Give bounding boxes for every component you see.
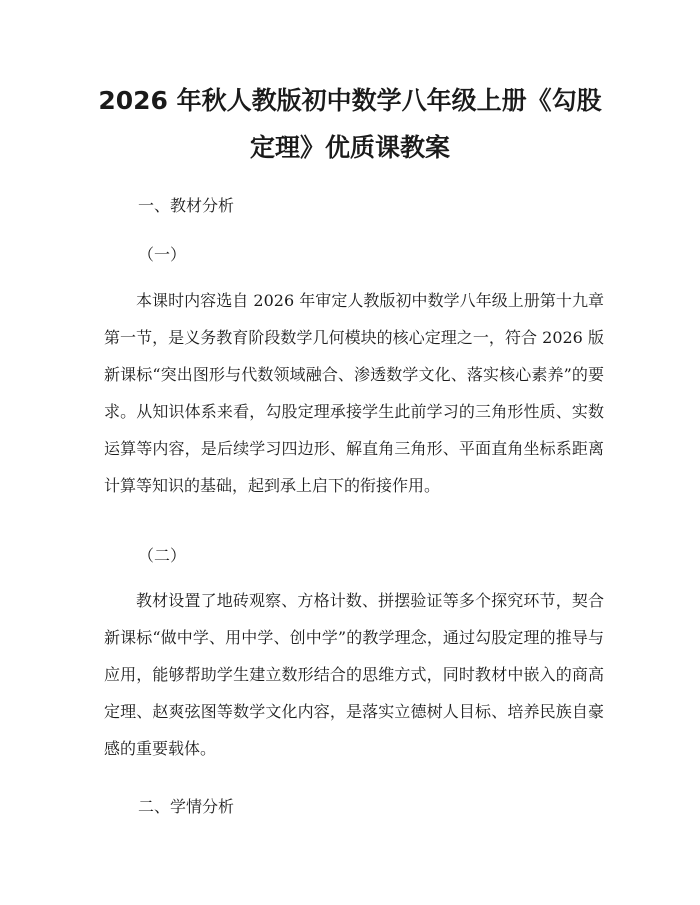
- subsection-heading-2: （二）: [138, 546, 187, 565]
- section-heading-learner-analysis: 二、学情分析: [138, 797, 235, 816]
- section-heading-textbook-analysis: 一、教材分析: [138, 196, 235, 215]
- paragraph-2: 教材设置了地砖观察、方格计数、拼摆验证等多个探究环节，契合新课标“做中学、用中学、创中学”的教学理念，通过勾股定理的推导与应用，能够帮助学生建立数形结合的思维方式，同时教材中嵌入的商高定理、赵爽弦图等数学文化内容，是落实立德树人目标、培养民族自豪感的重要载体。: [104, 591, 604, 758]
- subsection-heading-1: （一）: [138, 245, 187, 264]
- document-title-line-1: 2026 年秋人教版初中数学八年级上册《勾股: [98, 86, 602, 115]
- document-title-line-2: 定理》优质课教案: [249, 133, 450, 162]
- paragraph-1: 本课时内容选自 2026 年审定人教版初中数学八年级上册第十九章第一节，是义务教育阶段数学几何模块的核心定理之一，符合 2026 版新课标“突出图形与代数领域融合、渗透数学文化、落实核心素养”的要求。从知识体系来看，勾股定理承接学生此前学习的三角形性质、实数运算等内容，是后续学习四边形、解直角三角形、平面直角坐标系距离计算等知识的基础，起到承上启下的衔接作用。: [104, 291, 604, 495]
